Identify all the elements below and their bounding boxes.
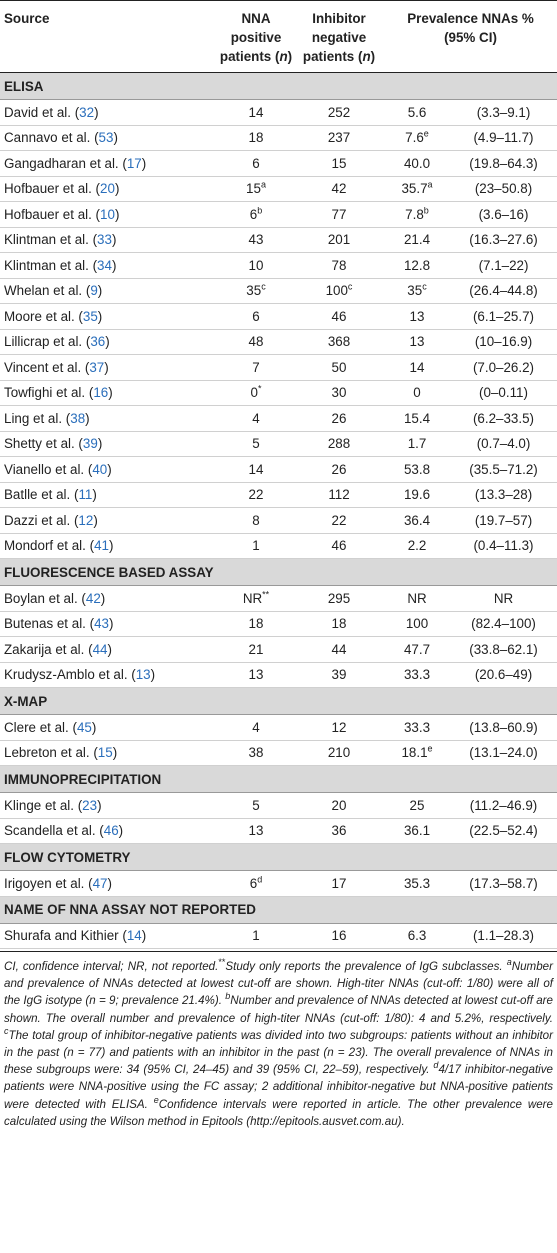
inhibitor-negative-cell: 77 (294, 202, 384, 228)
reference-link[interactable]: 20 (100, 181, 115, 197)
ci-cell: (26.4–44.8) (450, 278, 557, 304)
source-cell: Batlle et al. (11) (0, 482, 218, 508)
nna-positive-unit: patients (n) (219, 49, 293, 64)
ci-cell: (3.6–16) (450, 202, 557, 228)
prevalence-cell: 14 (384, 355, 450, 381)
ci-cell: (7.0–26.2) (450, 355, 557, 381)
table-row (0, 278, 557, 304)
reference-link[interactable]: 23 (82, 797, 98, 813)
ci-cell: (19.8–64.3) (450, 151, 557, 177)
nna-positive-cell: 13 (218, 818, 294, 844)
nna-positive-cell: 4 (218, 406, 294, 432)
nna-positive-cell: 14 (218, 100, 294, 126)
section-title: FLUORESCENCE BASED ASSAY (0, 559, 557, 586)
nna-positive-cell: 22 (218, 482, 294, 508)
section-title: IMMUNOPRECIPITATION (0, 766, 557, 793)
reference-link[interactable]: 12 (78, 512, 94, 528)
prevalence-cell: 19.6 (384, 482, 450, 508)
reference-link[interactable]: 10 (100, 206, 115, 222)
inhibitor-negative-cell: 112 (294, 482, 384, 508)
prevalence-cell: 7.8$^b$ (384, 202, 450, 228)
table-row (0, 611, 557, 637)
section-header (0, 844, 557, 871)
inhibitor-negative-cell: 237 (294, 125, 384, 151)
source-cell: Lebreton et al. (15) (0, 740, 218, 766)
nna-positive-cell: 0* (218, 380, 294, 406)
nna-positive-cell: 13 (218, 662, 294, 688)
reference-link[interactable]: 35 (82, 308, 98, 324)
ci-cell: (0–0.11) (450, 380, 557, 406)
table-row (0, 125, 557, 151)
inhibitor-negative-cell: 16 (294, 923, 384, 949)
source-cell: Butenas et al. (43) (0, 611, 218, 637)
nna-positive-cell: 43 (218, 227, 294, 253)
inhibitor-negative-cell: 36 (294, 818, 384, 844)
nna-positive-cell: 14 (218, 457, 294, 483)
nna-positive-cell: 18 (218, 125, 294, 151)
ci-cell: (22.5–52.4) (450, 818, 557, 844)
table-footnotes (0, 951, 557, 1130)
prevalence-cell: 13 (384, 329, 450, 355)
ci-cell: (20.6–49) (450, 662, 557, 688)
table-row (0, 431, 557, 457)
source-cell: Krudysz-Amblo et al. (13) (0, 662, 218, 688)
nna-positive-cell: 1 (218, 923, 294, 949)
nna-positive-cell: 10 (218, 253, 294, 279)
inhibitor-negative-cell: 78 (294, 253, 384, 279)
ci-cell: (19.7–57) (450, 508, 557, 534)
nna-positive-cell: 6$^b$ (218, 202, 294, 228)
inhibitor-negative-cell: 46 (294, 304, 384, 330)
reference-link[interactable]: 39 (82, 436, 98, 452)
inhibitor-negative-cell: 22 (294, 508, 384, 534)
table-row (0, 871, 557, 897)
reference-link[interactable]: 36 (90, 334, 106, 350)
table-row (0, 637, 557, 663)
source-cell: Vincent et al. (37) (0, 355, 218, 381)
ci-cell: (3.3–9.1) (450, 100, 557, 126)
prevalence-cell: 0 (384, 380, 450, 406)
prevalence-cell: 12.8 (384, 253, 450, 279)
ci-cell: (33.8–62.1) (450, 637, 557, 663)
reference-link[interactable]: 41 (94, 538, 109, 554)
ci-cell: (11.2–46.9) (450, 793, 557, 819)
nna-positive-cell: 1 (218, 533, 294, 559)
ci-cell: (6.1–25.7) (450, 304, 557, 330)
prevalence-cell: 1.7 (384, 431, 450, 457)
prevalence-cell: 36.1 (384, 818, 450, 844)
source-cell: Dazzi et al. (12) (0, 508, 218, 534)
header-source: Source (0, 1, 218, 73)
ci-cell: (17.3–58.7) (450, 871, 557, 897)
prevalence-cell: 25 (384, 793, 450, 819)
table-body (0, 73, 557, 949)
source-cell: Scandella et al. (46) (0, 818, 218, 844)
table-row (0, 380, 557, 406)
section-title: NAME OF NNA ASSAY NOT REPORTED (0, 896, 557, 923)
reference-link[interactable]: 15 (97, 745, 113, 761)
source-cell: David et al. (32) (0, 100, 218, 126)
reference-link[interactable]: 46 (103, 823, 119, 839)
prevalence-cell: 35.7$^a$ (384, 176, 450, 202)
table-row (0, 662, 557, 688)
inhibitor-negative-cell: 100$^c$ (294, 278, 384, 304)
ci-cell: (13.8–60.9) (450, 715, 557, 741)
prevalence-cell: 6.3 (384, 923, 450, 949)
nna-positive-cell: 7 (218, 355, 294, 381)
source-cell: Boylan et al. (42) (0, 586, 218, 612)
header-prevalence: Prevalence NNAs % (95% CI) (384, 1, 557, 73)
ci-cell: (0.4–11.3) (450, 533, 557, 559)
reference-link[interactable]: 37 (89, 359, 105, 375)
inhibitor-negative-cell: 26 (294, 457, 384, 483)
reference-link[interactable]: 9 (90, 283, 98, 299)
reference-link[interactable]: 14 (126, 928, 142, 944)
prevalence-cell: 5.6 (384, 100, 450, 126)
ci-cell: (7.1–22) (450, 253, 557, 279)
reference-link[interactable]: 45 (76, 719, 92, 735)
inhibitor-negative-cell: 368 (294, 329, 384, 355)
source-cell: Whelan et al. (9) (0, 278, 218, 304)
inhibitor-negative-cell: 210 (294, 740, 384, 766)
ci-cell: (6.2–33.5) (450, 406, 557, 432)
inhibitor-negative-cell: 15 (294, 151, 384, 177)
ci-cell: (0.7–4.0) (450, 431, 557, 457)
reference-link[interactable]: 34 (97, 257, 112, 273)
section-header (0, 688, 557, 715)
source-cell: Towfighi et al. (16) (0, 380, 218, 406)
table-row (0, 329, 557, 355)
ci-cell: (23–50.8) (450, 176, 557, 202)
nna-positive-cell: 6 (218, 151, 294, 177)
section-header (0, 73, 557, 100)
inhibitor-negative-cell: 30 (294, 380, 384, 406)
nna-positive-cell: 48 (218, 329, 294, 355)
nna-positive-cell: 38 (218, 740, 294, 766)
reference-link[interactable]: 33 (97, 232, 112, 248)
nna-positive-cell: NR** (218, 586, 294, 612)
inhibitor-negative-cell: 39 (294, 662, 384, 688)
inhibitor-negative-cell: 42 (294, 176, 384, 202)
prevalence-cell: 13 (384, 304, 450, 330)
ci-cell: NR (450, 586, 557, 612)
nna-positive-cell: 5 (218, 431, 294, 457)
prevalence-cell: 21.4 (384, 227, 450, 253)
header-inhibitor-negative: Inhibitor negative patients (n) (294, 1, 384, 73)
source-cell: Shetty et al. (39) (0, 431, 218, 457)
nna-positive-cell: 4 (218, 715, 294, 741)
nna-positive-cell: 8 (218, 508, 294, 534)
inhibitor-negative-cell: 17 (294, 871, 384, 897)
table-row (0, 923, 557, 949)
prevalence-cell: 33.3 (384, 662, 450, 688)
source-cell: Clere et al. (45) (0, 715, 218, 741)
source-cell: Hofbauer et al. (20) (0, 176, 218, 202)
header-nna-positive: NNA positive patients (n) (218, 1, 294, 73)
table-header (0, 1, 557, 73)
source-cell: Klintman et al. (33) (0, 227, 218, 253)
section-header (0, 559, 557, 586)
source-cell: Cannavo et al. (53) (0, 125, 218, 151)
table-row (0, 304, 557, 330)
inhibitor-negative-unit: patients (n) (302, 49, 376, 64)
section-header (0, 896, 557, 923)
section-title: X-MAP (0, 688, 557, 715)
reference-link[interactable]: 47 (92, 875, 108, 891)
source-cell: Zakarija et al. (44) (0, 637, 218, 663)
reference-link[interactable]: 13 (135, 667, 151, 683)
reference-link[interactable]: 42 (85, 590, 101, 606)
reference-link[interactable]: 32 (79, 104, 95, 120)
nna-positive-cell: 35$^c$ (218, 278, 294, 304)
prevalence-cell: 18.1e (384, 740, 450, 766)
prevalence-cell: 2.2 (384, 533, 450, 559)
prevalence-cell: 7.6e (384, 125, 450, 151)
inhibitor-negative-cell: 18 (294, 611, 384, 637)
prevalence-cell: 40.0 (384, 151, 450, 177)
ci-cell: (16.3–27.6) (450, 227, 557, 253)
nna-positive-cell: 6 (218, 304, 294, 330)
table-row (0, 793, 557, 819)
inhibitor-negative-cell: 201 (294, 227, 384, 253)
reference-link[interactable]: 16 (93, 385, 109, 401)
ci-cell: (35.5–71.2) (450, 457, 557, 483)
ci-cell: (4.9–11.7) (450, 125, 557, 151)
section-header (0, 766, 557, 793)
prevalence-cell: 35$^c$ (384, 278, 450, 304)
prevalence-cell: 36.4 (384, 508, 450, 534)
table-row (0, 355, 557, 381)
table-row (0, 100, 557, 126)
ci-cell: (1.1–28.3) (450, 923, 557, 949)
inhibitor-negative-cell: 50 (294, 355, 384, 381)
source-cell: Vianello et al. (40) (0, 457, 218, 483)
reference-link[interactable]: 40 (92, 461, 108, 477)
reference-link[interactable]: 17 (126, 155, 142, 171)
source-cell: Gangadharan et al. (17) (0, 151, 218, 177)
prevalence-cell: 33.3 (384, 715, 450, 741)
inhibitor-negative-cell: 288 (294, 431, 384, 457)
source-cell: Moore et al. (35) (0, 304, 218, 330)
table-row (0, 227, 557, 253)
table-row (0, 457, 557, 483)
reference-link[interactable]: 11 (78, 487, 93, 503)
prevalence-cell: 47.7 (384, 637, 450, 663)
source-cell: Mondorf et al. (41) (0, 533, 218, 559)
ci-cell: (82.4–100) (450, 611, 557, 637)
source-cell: Lillicrap et al. (36) (0, 329, 218, 355)
table-row (0, 151, 557, 177)
inhibitor-negative-cell: 44 (294, 637, 384, 663)
inhibitor-negative-cell: 20 (294, 793, 384, 819)
prevalence-cell: 100 (384, 611, 450, 637)
prevalence-cell: 35.3 (384, 871, 450, 897)
section-title: FLOW CYTOMETRY (0, 844, 557, 871)
table-row (0, 253, 557, 279)
reference-link[interactable]: 44 (92, 641, 108, 657)
nna-positive-cell: 6$^d$ (218, 871, 294, 897)
nna-positive-cell: 5 (218, 793, 294, 819)
inhibitor-negative-cell: 295 (294, 586, 384, 612)
ci-cell: (13.1–24.0) (450, 740, 557, 766)
nna-positive-cell: 18 (218, 611, 294, 637)
ci-cell: (10–16.9) (450, 329, 557, 355)
footnote-text: CI, confidence interval; NR, not reported.**Study only reports the prevalence of IgG subclasses. $^a$Number and prevalence of NNAs detected at lowest cut-off are shown. High-titer NNAs (cut-off: 1/80) were all of the IgG isotype (n = 9; prevalence 21.4%). $^b$Number and prevalence of NNAs detected at lowest cut-off are shown. The overall number and prevalence of high-titer NNAs (cut-off: 1/80): 4 and 5.2%, respectively. $^c$The total group of inhibitor-negative patients was divided into two subgroups: patients without an inhibitor in the past (n = 77) and patients with an inhibitor in the past (n = 23). The overall prevalence of NNAs in these subgroups were: 34 (95% CI, 24–45) and 39 (95% CI, 22–59), respectively. $^d$4/17 inhibitor-negative patients were NNA-positive using the FC assay; 2 additional inhibitor-negative but NNA-positive patients were detected with ELISA. $^e$Confidence intervals were reported in article. The other prevalence were calculated using the Wilson method in Epitools (http://epitools.ausvet.com.au). (4, 957, 553, 1128)
source-cell: Hofbauer et al. (10) (0, 202, 218, 228)
table-row (0, 202, 557, 228)
inhibitor-negative-cell: 252 (294, 100, 384, 126)
table-row (0, 508, 557, 534)
prevalence-cell: NR (384, 586, 450, 612)
source-cell: Ling et al. (38) (0, 406, 218, 432)
inhibitor-negative-cell: 12 (294, 715, 384, 741)
nna-positive-cell: 21 (218, 637, 294, 663)
reference-link[interactable]: 38 (70, 410, 86, 426)
inhibitor-negative-cell: 46 (294, 533, 384, 559)
source-cell: Irigoyen et al. (47) (0, 871, 218, 897)
table-row (0, 740, 557, 766)
nna-positive-cell: 15$^a$ (218, 176, 294, 202)
table-row (0, 176, 557, 202)
source-cell: Klintman et al. (34) (0, 253, 218, 279)
reference-link[interactable]: 43 (94, 616, 109, 632)
prevalence-cell: 15.4 (384, 406, 450, 432)
reference-link[interactable]: 53 (98, 130, 114, 146)
source-cell: Klinge et al. (23) (0, 793, 218, 819)
source-cell: Shurafa and Kithier (14) (0, 923, 218, 949)
table-row (0, 586, 557, 612)
table-row (0, 818, 557, 844)
table-row (0, 533, 557, 559)
table-row (0, 715, 557, 741)
section-title: ELISA (0, 73, 557, 100)
table-row (0, 406, 557, 432)
ci-cell: (13.3–28) (450, 482, 557, 508)
prevalence-cell: 53.8 (384, 457, 450, 483)
inhibitor-negative-cell: 26 (294, 406, 384, 432)
table-row (0, 482, 557, 508)
